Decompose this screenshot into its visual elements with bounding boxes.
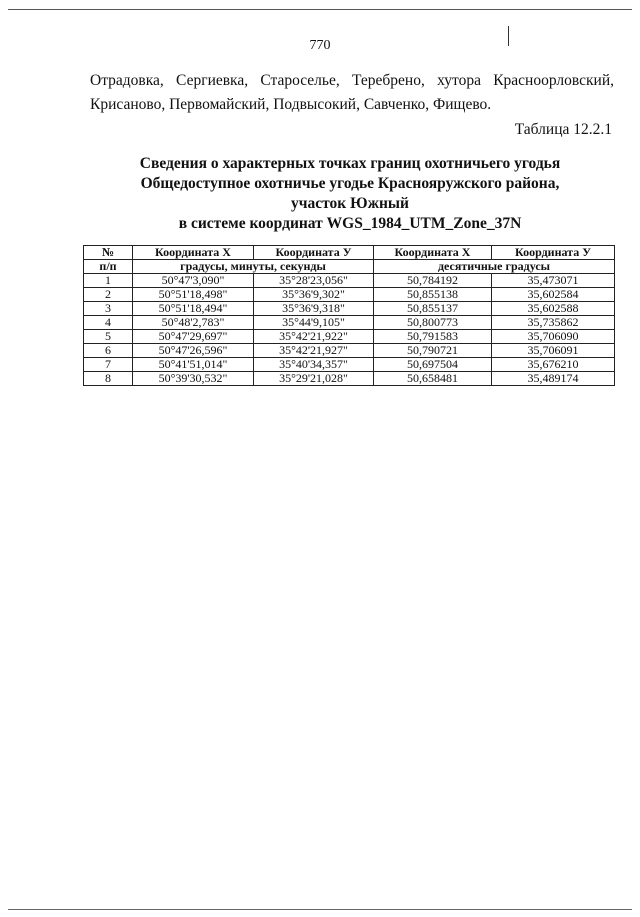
row-x-dms: 50°39'30,532" bbox=[133, 372, 254, 386]
table-units-row bbox=[84, 260, 615, 274]
page-number: 770 bbox=[309, 38, 331, 53]
table-caption: Таблица 12.2.1 bbox=[514, 121, 612, 138]
header-y-dd: Координата У bbox=[492, 246, 615, 260]
header-dms-units: градусы, минуты, секунды bbox=[133, 260, 374, 274]
row-num: 3 bbox=[84, 302, 133, 316]
coordinates-table bbox=[83, 245, 615, 386]
row-num: 1 bbox=[84, 274, 133, 288]
table-row bbox=[84, 274, 615, 288]
intro-line-2: Крисаново, Первомайский, Подвысокий, Савченко, Фищево. bbox=[90, 96, 492, 113]
row-x-dms: 50°41'51,014" bbox=[133, 358, 254, 372]
row-y-dd: 35,706091 bbox=[492, 344, 615, 358]
row-x-dms: 50°51'18,498" bbox=[133, 288, 254, 302]
table-header-row bbox=[84, 246, 615, 260]
row-y-dd: 35,602588 bbox=[492, 302, 615, 316]
row-y-dd: 35,676210 bbox=[492, 358, 615, 372]
bottom-scan-border bbox=[8, 909, 632, 910]
row-x-dd: 50,791583 bbox=[374, 330, 492, 344]
row-y-dms: 35°42'21,922" bbox=[254, 330, 374, 344]
row-num: 4 bbox=[84, 316, 133, 330]
table-row bbox=[84, 358, 615, 372]
row-y-dd: 35,706090 bbox=[492, 330, 615, 344]
row-num: 2 bbox=[84, 288, 133, 302]
row-x-dms: 50°51'18,494" bbox=[133, 302, 254, 316]
header-y-dms: Координата У bbox=[254, 246, 374, 260]
row-x-dd: 50,855138 bbox=[374, 288, 492, 302]
table-row bbox=[84, 344, 615, 358]
row-y-dms: 35°40'34,357" bbox=[254, 358, 374, 372]
row-y-dd: 35,489174 bbox=[492, 372, 615, 386]
row-x-dd: 50,697504 bbox=[374, 358, 492, 372]
row-y-dms: 35°44'9,105" bbox=[254, 316, 374, 330]
row-x-dd: 50,855137 bbox=[374, 302, 492, 316]
row-x-dms: 50°47'3,090" bbox=[133, 274, 254, 288]
row-x-dms: 50°48'2,783" bbox=[133, 316, 254, 330]
intro-paragraph bbox=[90, 69, 614, 117]
table-title-line-4: в системе координат WGS_1984_UTM_Zone_37N bbox=[178, 215, 522, 232]
header-num: № bbox=[84, 246, 133, 260]
row-y-dd: 35,735862 bbox=[492, 316, 615, 330]
row-y-dms: 35°42'21,927" bbox=[254, 344, 374, 358]
table-row bbox=[84, 288, 615, 302]
top-scan-border bbox=[8, 9, 632, 10]
header-x-dd: Координата Х bbox=[374, 246, 492, 260]
row-y-dms: 35°36'9,318" bbox=[254, 302, 374, 316]
table-row bbox=[84, 302, 615, 316]
table-title-line-3: участок Южный bbox=[291, 195, 409, 212]
row-num: 6 bbox=[84, 344, 133, 358]
table-title bbox=[80, 154, 620, 234]
table-row bbox=[84, 330, 615, 344]
header-x-dms: Координата Х bbox=[133, 246, 254, 260]
intro-line-1: Отрадовка, Сергиевка, Староселье, Теребрено, хутора Красноорловский, bbox=[90, 72, 614, 89]
row-x-dms: 50°47'29,697" bbox=[133, 330, 254, 344]
row-num: 8 bbox=[84, 372, 133, 386]
table-row bbox=[84, 316, 615, 330]
row-y-dms: 35°28'23,056" bbox=[254, 274, 374, 288]
header-num-sub: п/п bbox=[84, 260, 133, 274]
row-num: 5 bbox=[84, 330, 133, 344]
row-x-dms: 50°47'26,596" bbox=[133, 344, 254, 358]
row-x-dd: 50,784192 bbox=[374, 274, 492, 288]
row-y-dd: 35,602584 bbox=[492, 288, 615, 302]
row-y-dd: 35,473071 bbox=[492, 274, 615, 288]
row-num: 7 bbox=[84, 358, 133, 372]
table-row bbox=[84, 372, 615, 386]
table-title-line-2: Общедоступное охотничье угодье Краснояружского района, bbox=[140, 175, 560, 192]
row-y-dms: 35°36'9,302" bbox=[254, 288, 374, 302]
row-x-dd: 50,800773 bbox=[374, 316, 492, 330]
row-x-dd: 50,658481 bbox=[374, 372, 492, 386]
header-dd-units: десятичные градусы bbox=[374, 260, 615, 274]
row-x-dd: 50,790721 bbox=[374, 344, 492, 358]
table-title-line-1: Сведения о характерных точках границ охотничьего угодья bbox=[139, 155, 561, 172]
row-y-dms: 35°29'21,028" bbox=[254, 372, 374, 386]
